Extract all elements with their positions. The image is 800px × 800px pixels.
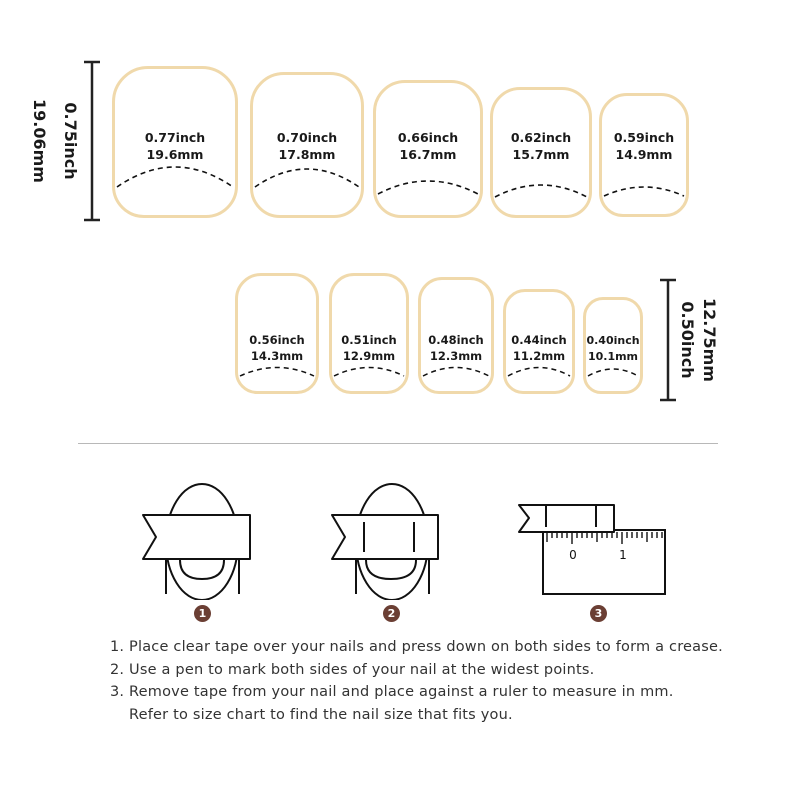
nail-size-6-mm: 14.3mm bbox=[250, 349, 304, 363]
nail-size-7 bbox=[329, 273, 409, 394]
nail-size-4-inch: 0.62inch bbox=[510, 130, 572, 145]
nail-size-6-width-line bbox=[238, 364, 316, 378]
instruction-1: 1. Place clear tape over your nails and press down on both sides to form a crease. bbox=[110, 639, 723, 655]
nail-size-2-width-line bbox=[253, 161, 361, 189]
nail-size-9-width-line bbox=[506, 364, 572, 378]
nail-size-10 bbox=[583, 297, 643, 394]
nail-size-3 bbox=[373, 80, 483, 218]
step-3-badge: 3 bbox=[590, 605, 607, 622]
row2-height-inch-label: 0.50inch bbox=[678, 301, 697, 379]
nail-size-7-width-line bbox=[332, 364, 406, 378]
section-divider bbox=[78, 443, 718, 444]
row1-height-mm-label: 19.06mm bbox=[30, 99, 49, 183]
ruler-label-0: 0 bbox=[569, 548, 577, 562]
nail-size-4-width-line bbox=[493, 181, 589, 199]
nail-size-3-inch: 0.66inch bbox=[397, 130, 459, 145]
row1-height-inch-label: 0.75inch bbox=[61, 102, 80, 180]
nail-size-1-width-line bbox=[115, 159, 235, 189]
ruler-label-1: 1 bbox=[619, 548, 627, 562]
nail-size-8-width-line bbox=[421, 364, 491, 378]
nail-size-2-inch: 0.70inch bbox=[276, 130, 338, 145]
nail-size-4 bbox=[490, 87, 592, 218]
nail-size-4-mm: 15.7mm bbox=[512, 147, 570, 162]
instructions bbox=[110, 636, 723, 726]
nail-size-2-mm: 17.8mm bbox=[278, 147, 336, 162]
nail-size-1-mm: 19.6mm bbox=[146, 147, 204, 162]
instruction-3: 3. Remove tape from your nail and place against a ruler to measure in mm. bbox=[110, 684, 674, 700]
nail-size-7-mm: 12.9mm bbox=[342, 349, 396, 363]
nail-size-7-inch: 0.51inch bbox=[341, 333, 397, 347]
nail-size-6-inch: 0.56inch bbox=[249, 333, 305, 347]
nail-size-9-inch: 0.44inch bbox=[511, 333, 567, 347]
instruction-3-note: Refer to size chart to find the nail size that fits you. bbox=[129, 706, 513, 723]
tape-on-ruler-icon bbox=[516, 495, 671, 600]
nail-size-10-inch: 0.40inch bbox=[586, 334, 640, 347]
nail-size-8-mm: 12.3mm bbox=[429, 349, 483, 363]
nail-size-8 bbox=[418, 277, 494, 394]
tape-over-nail-icon bbox=[135, 480, 265, 600]
nail-size-2 bbox=[250, 72, 364, 218]
step-2-badge: 2 bbox=[383, 605, 400, 622]
row2-height-ruler bbox=[658, 278, 678, 402]
nail-size-6 bbox=[235, 273, 319, 394]
nail-size-5-inch: 0.59inch bbox=[613, 130, 675, 145]
nail-size-9 bbox=[503, 289, 575, 394]
nail-size-1-inch: 0.77inch bbox=[144, 130, 206, 145]
instruction-2: 2. Use a pen to mark both sides of your nail at the widest points. bbox=[110, 661, 595, 678]
nail-size-3-width-line bbox=[376, 176, 480, 196]
row2-height-mm-label: 12.75mm bbox=[700, 298, 719, 382]
nail-size-8-inch: 0.48inch bbox=[428, 333, 484, 347]
nail-size-1 bbox=[112, 66, 238, 218]
nail-size-9-mm: 11.2mm bbox=[512, 349, 566, 363]
nail-size-5-mm: 14.9mm bbox=[615, 147, 673, 162]
pen-marks-on-tape-icon bbox=[330, 480, 460, 600]
row1-height-ruler bbox=[82, 60, 102, 222]
nail-size-3-mm: 16.7mm bbox=[399, 147, 457, 162]
nail-size-10-width-line bbox=[586, 366, 640, 378]
nail-size-10-mm: 10.1mm bbox=[587, 350, 639, 363]
step-1-badge: 1 bbox=[194, 605, 211, 622]
nail-size-5-width-line bbox=[602, 184, 686, 198]
nail-size-5 bbox=[599, 93, 689, 217]
